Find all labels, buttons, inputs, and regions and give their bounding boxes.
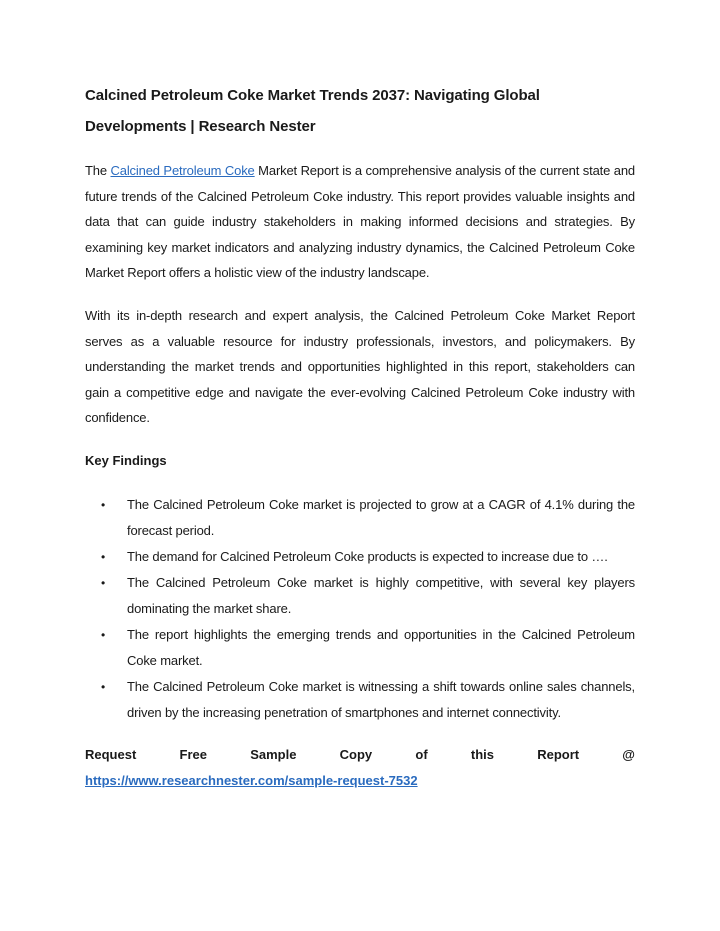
- bullet-icon: •: [101, 627, 106, 642]
- finding-text: The Calcined Petroleum Coke market is witnessing a shift towards online sales channels, driven by the increasing penetration of smartphones and internet connectivity.: [127, 678, 635, 720]
- finding-text: The Calcined Petroleum Coke market is highly competitive, with several key players dominating the market share.: [127, 574, 635, 616]
- finding-text: The report highlights the emerging trends and opportunities in the Calcined Petroleum Coke market.: [127, 626, 635, 668]
- finding-text: The demand for Calcined Petroleum Coke products is expected to increase due to ….: [127, 548, 608, 564]
- list-item: [85, 622, 635, 674]
- cta-label: Request Free Sample Copy of this Report @: [85, 746, 635, 762]
- document-page: [85, 80, 635, 807]
- analysis-paragraph: With its in-depth research and expert analysis, the Calcined Petroleum Coke Market Report serves as a valuable resource for industry professionals, investors, and policymakers. By understanding the market trends and opportunities highlighted in this report, stakeholders can gain a competitive edge and navigate the ever-evolving Calcined Petroleum Coke industry with confidence.: [85, 307, 635, 426]
- sample-request-link[interactable]: https://www.researchnester.com/sample-request-7532: [85, 772, 418, 788]
- bullet-icon: •: [101, 497, 106, 512]
- intro-prefix: The: [85, 163, 111, 178]
- list-item: [85, 570, 635, 622]
- bullet-icon: •: [101, 549, 106, 564]
- key-findings-list: [85, 492, 635, 726]
- finding-text: The Calcined Petroleum Coke market is projected to grow at a CAGR of 4.1% during the forecast period.: [127, 496, 635, 538]
- bullet-icon: •: [101, 575, 106, 590]
- intro-paragraph: [85, 158, 635, 286]
- list-item: [85, 492, 635, 544]
- bullet-icon: •: [101, 679, 106, 694]
- document-title: Calcined Petroleum Coke Market Trends 2037: Navigating Global Developments | Research Nester: [85, 87, 540, 135]
- intro-body: Market Report is a comprehensive analysis of the current state and future trends of the Calcined Petroleum Coke industry. This report provides valuable insights and data that can guide industry stakeholders in making informed decisions and strategies. By examining key market indicators and analyzing industry dynamics, the Calcined Petroleum Coke Market Report offers a holistic view of the industry landscape.: [85, 163, 635, 281]
- calcined-petroleum-coke-link[interactable]: Calcined Petroleum Coke: [110, 163, 255, 178]
- list-item: [85, 544, 635, 570]
- list-item: [85, 674, 635, 726]
- key-findings-heading: Key Findings: [85, 452, 167, 468]
- sample-request-cta: [85, 742, 635, 794]
